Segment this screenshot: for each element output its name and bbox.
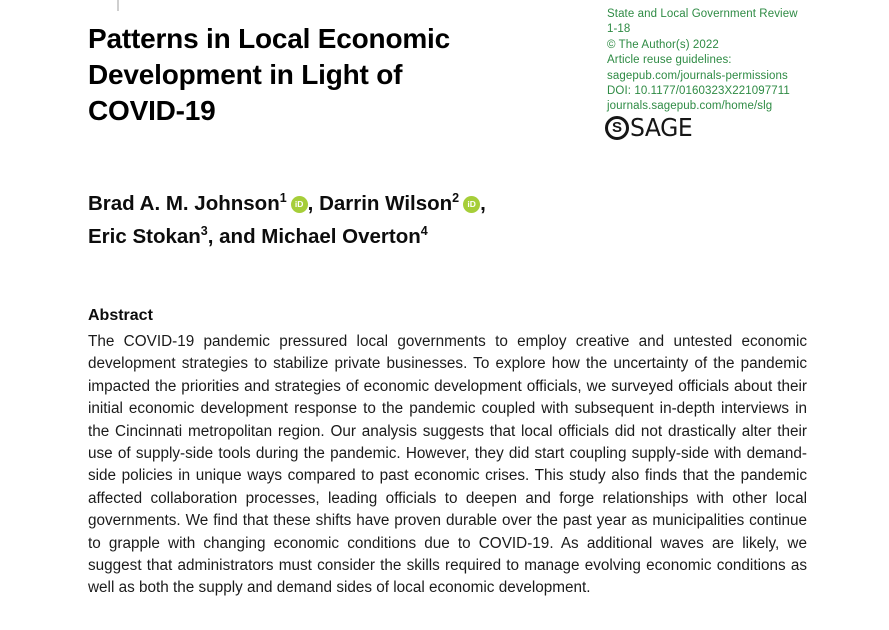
author-affiliation-sup-3: 3 [200,224,208,238]
author-name-3: Eric Stokan [88,225,201,248]
journal-homepage-link[interactable]: journals.sagepub.com/home/slg [607,100,773,113]
article-title [88,21,450,129]
author-affiliation-sup-2: 2 [452,191,460,205]
page-range: 1-18 [607,23,631,36]
article-title-line-3: COVID-19 [88,95,216,126]
author-name-4: Michael Overton [261,225,421,248]
copyright-line: © The Author(s) 2022 [607,38,719,51]
sage-wordmark: SAGE [630,113,693,142]
author-list [88,187,486,253]
journal-name: State and Local Government Review [607,8,798,20]
reuse-guidelines-label: Article reuse guidelines: [607,54,732,67]
article-title-line-1: Patterns in Local Economic [88,23,450,54]
author-separator-1: , [307,192,320,215]
article-title-line-2: Development in Light of [88,59,403,90]
reuse-guidelines-link[interactable]: sagepub.com/journals-permissions [607,69,788,82]
abstract-body: The COVID-19 pandemic pressured local governments to employ creative and untested economic development strategies to stabilize private businesses. To explore how the uncertainty of the pandemic impacted the priorities and strategies of economic development officials, we surveyed officials about their initial economic development response to the pandemic coupled with subsequent in-depth interviews in the Cincinnati metropolitan region. Our analysis suggests that local officials did not drastically alter their use of supply-side tools during the pandemic. However, they did start coupling supply-side with demand-side policies in unique ways compared to past economic crises. This study also finds that the pandemic affected collaboration processes, leading officials to deepen and forge relationships with other local governments. We find that these shifts have proven durable over the past year as municipalities continue to grapple with changing economic conditions due to COVID-19. As additional waves are likely, we suggest that administrators must consider the skills required to manage evolving economic conditions as well as both the supply and demand sides of local economic development. [88,333,807,597]
abstract-heading: Abstract [88,307,153,324]
orcid-id-label: iD [467,199,476,209]
author-separator-3: , and [207,225,262,248]
abstract-section [88,307,807,600]
author-affiliation-sup-1: 1 [279,191,287,205]
sage-s-circle-icon: S [605,116,629,140]
author-affiliation-sup-4: 4 [420,224,428,238]
orcid-icon[interactable] [463,196,480,213]
scan-artifact [117,0,119,11]
author-separator-2: , [480,192,486,215]
orcid-icon[interactable] [291,196,308,213]
doi-line: DOI: 10.1177/0160323X221097711 [607,85,790,98]
author-name-1: Brad A. M. Johnson [88,192,280,215]
sage-logo [605,113,696,142]
masthead [607,7,847,115]
orcid-id-label: iD [294,199,304,209]
author-name-2: Darrin Wilson [319,192,453,215]
